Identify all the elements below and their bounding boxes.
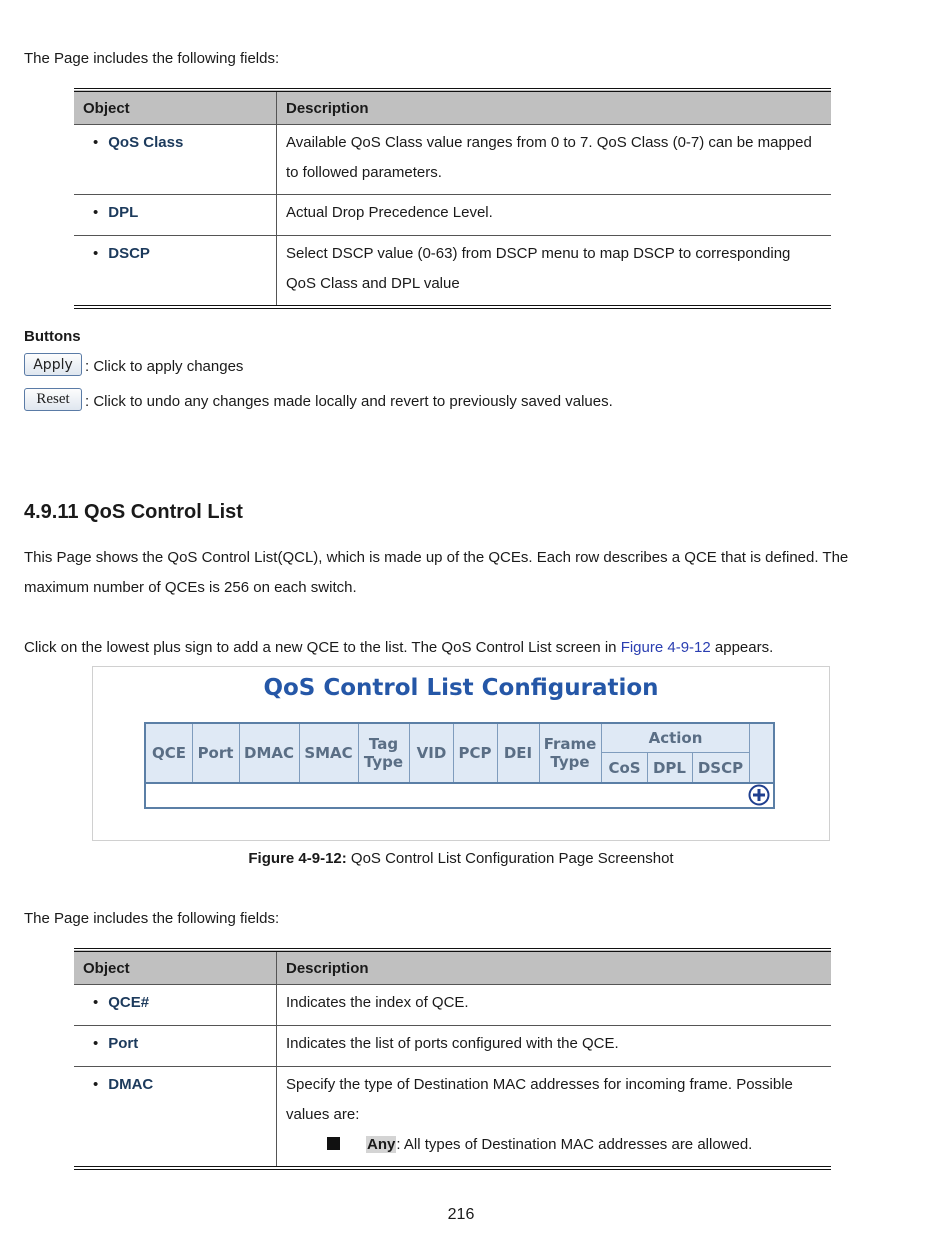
qcl-table xyxy=(144,722,775,809)
intro-text: The Page includes the following fields: xyxy=(24,50,280,67)
table-row xyxy=(74,125,831,195)
table-row xyxy=(74,236,831,308)
object-description: Indicates the index of QCE. xyxy=(286,994,469,1011)
dmac-option xyxy=(286,1130,822,1160)
col-dscp: DSCP xyxy=(692,753,750,782)
apply-row xyxy=(24,353,243,376)
fields-table-2 xyxy=(74,948,831,1170)
option-name: Any xyxy=(367,1136,396,1153)
object-description: Actual Drop Precedence Level. xyxy=(277,195,832,236)
col-pcp: PCP xyxy=(453,724,498,782)
object-name: • QoS Class xyxy=(83,134,183,151)
col-action: Action xyxy=(602,724,750,753)
reset-row xyxy=(24,388,613,411)
object-name: • DMAC xyxy=(83,1076,153,1093)
section-title: 4.9.11 QoS Control List xyxy=(24,501,243,523)
object-description: Indicates the list of ports configured with the QCE. xyxy=(277,1026,832,1067)
page-number: 216 xyxy=(447,1206,475,1223)
object-name: • Port xyxy=(83,1035,138,1052)
section-paragraph: This Page shows the QoS Control List(QCL), which is made up of the QCEs. Each row describes a QCE that is defined. The maximum number of QCEs is 256 on each switch. xyxy=(24,549,849,596)
figure-screenshot xyxy=(92,666,830,841)
object-name: • DPL xyxy=(83,204,138,221)
object-description-cell xyxy=(277,1067,832,1169)
reset-description: : Click to undo any changes made locally and revert to previously saved values. xyxy=(85,393,613,410)
option-description: : All types of Destination MAC addresses are allowed. xyxy=(396,1136,753,1153)
table-row xyxy=(74,1026,831,1067)
fields-table-1 xyxy=(74,88,831,309)
col-frame-type: Frame Type xyxy=(539,724,602,782)
col-dpl: DPL xyxy=(647,753,693,782)
para-text: appears. xyxy=(710,639,774,656)
table-row xyxy=(74,985,831,1026)
table-header-description: Description xyxy=(277,90,832,125)
buttons-heading: Buttons xyxy=(24,328,81,345)
object-name: • DSCP xyxy=(83,245,150,262)
col-dmac: DMAC xyxy=(239,724,300,782)
object-description: Specify the type of Destination MAC addresses for incoming frame. Possible values are: xyxy=(286,1076,793,1123)
table-row xyxy=(74,1067,831,1169)
section-paragraph-2 xyxy=(24,639,773,656)
col-port: Port xyxy=(192,724,240,782)
col-dei: DEI xyxy=(497,724,540,782)
intro-text-2: The Page includes the following fields: xyxy=(24,910,280,927)
qcl-header xyxy=(146,724,773,784)
square-bullet-icon xyxy=(327,1137,340,1150)
table-header-object: Object xyxy=(74,90,277,125)
object-description: Select DSCP value (0-63) from DSCP menu to map DSCP to corresponding QoS Class and DPL value xyxy=(277,236,832,308)
object-name: • QCE# xyxy=(83,994,149,1011)
table-header-description: Description xyxy=(277,950,832,985)
col-cos: CoS xyxy=(602,753,648,782)
figure-title: QoS Control List Configuration xyxy=(263,675,659,701)
add-plus-icon[interactable] xyxy=(748,784,770,806)
caption-label: Figure 4-9-12: xyxy=(248,850,347,867)
col-vid: VID xyxy=(410,724,454,782)
table-header-object: Object xyxy=(74,950,277,985)
col-smac: SMAC xyxy=(299,724,359,782)
table-row xyxy=(74,195,831,236)
reset-button[interactable]: Reset xyxy=(24,388,82,411)
apply-description: : Click to apply changes xyxy=(85,358,244,375)
para-text: Click on the lowest plus sign to add a new QCE to the list. The QoS Control List screen in xyxy=(24,639,621,656)
apply-button[interactable]: Apply xyxy=(24,353,82,376)
col-qce: QCE xyxy=(146,724,193,782)
figure-caption xyxy=(0,850,922,867)
object-description: Available QoS Class value ranges from 0 to 7. QoS Class (0-7) can be mapped to followed parameters. xyxy=(286,134,812,181)
caption-text: QoS Control List Configuration Page Screenshot xyxy=(346,850,674,867)
figure-link[interactable]: Figure 4-9-12 xyxy=(620,639,711,656)
col-tag-type: Tag Type xyxy=(358,724,410,782)
